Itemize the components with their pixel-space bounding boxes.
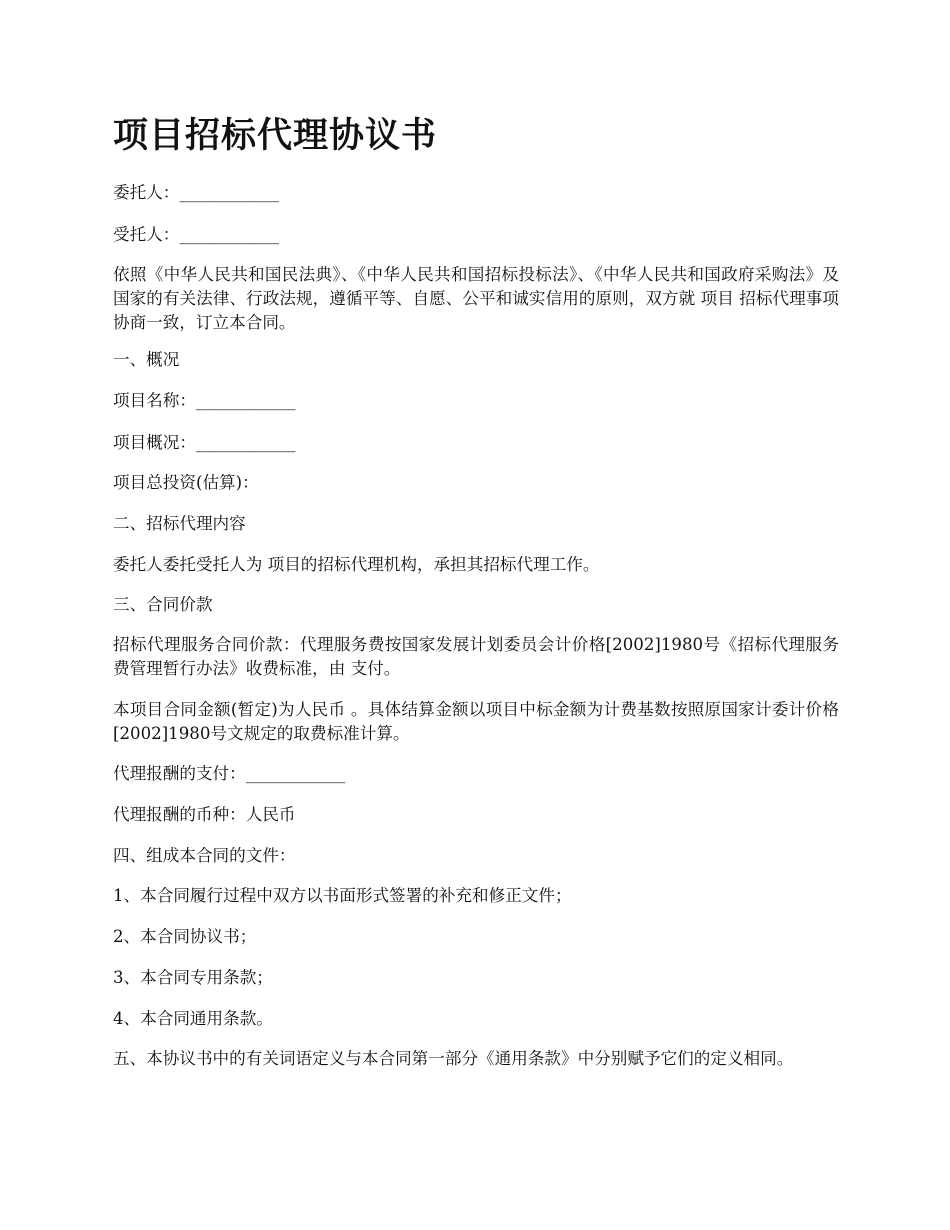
agent-field: 受托人：____________ <box>113 225 279 244</box>
document-title: 项目招标代理协议书 <box>113 115 438 156</box>
section-heading-price: 三、合同价款 <box>113 595 213 614</box>
section-heading-documents: 四、组成本合同的文件： <box>113 846 296 865</box>
project-name-field: 项目名称：____________ <box>113 391 296 410</box>
project-overview-field: 项目概况：____________ <box>113 433 296 452</box>
document-list-item: 2、本合同协议书； <box>113 927 257 946</box>
contract-amount-paragraph: 本项目合同金额(暂定)为人民币 。具体结算金额以项目中标金额为计费基数按照原国家计委计价格[2002]1980号文规定的取费标准计算。 <box>113 700 839 743</box>
preamble-paragraph: 依照《中华人民共和国民法典》、《中华人民共和国招标投标法》、《中华人民共和国政府采购法》及国家的有关法律、行政法规，遵循平等、自愿、公平和诚实信用的原则，双方就 项目 招标代理事项协商一致，订立本合同。 <box>113 265 839 332</box>
definitions-paragraph: 五、本协议书中的有关词语定义与本合同第一部分《通用条款》中分别赋予它们的定义相同。 <box>113 1049 794 1068</box>
project-investment-field: 项目总投资(估算)： <box>113 473 259 492</box>
document-list-item: 4、本合同通用条款。 <box>113 1009 273 1028</box>
section-heading-overview: 一、概况 <box>113 350 180 369</box>
service-fee-paragraph: 招标代理服务合同价款：代理服务费按国家发展计划委员会计价格[2002]1980号《招标代理服务费管理暂行办法》收费标准，由 支付。 <box>113 635 839 678</box>
section-heading-scope: 二、招标代理内容 <box>113 514 246 533</box>
document-list-item: 1、本合同履行过程中双方以书面形式签署的补充和修正文件； <box>113 886 572 905</box>
document-list-item: 3、本合同专用条款； <box>113 968 273 987</box>
scope-paragraph: 委托人委托受托人为 项目的招标代理机构，承担其招标代理工作。 <box>113 555 600 574</box>
payment-field: 代理报酬的支付：____________ <box>113 764 346 783</box>
principal-field: 委托人：____________ <box>113 183 279 202</box>
currency-field: 代理报酬的币种：人民币 <box>113 805 296 824</box>
